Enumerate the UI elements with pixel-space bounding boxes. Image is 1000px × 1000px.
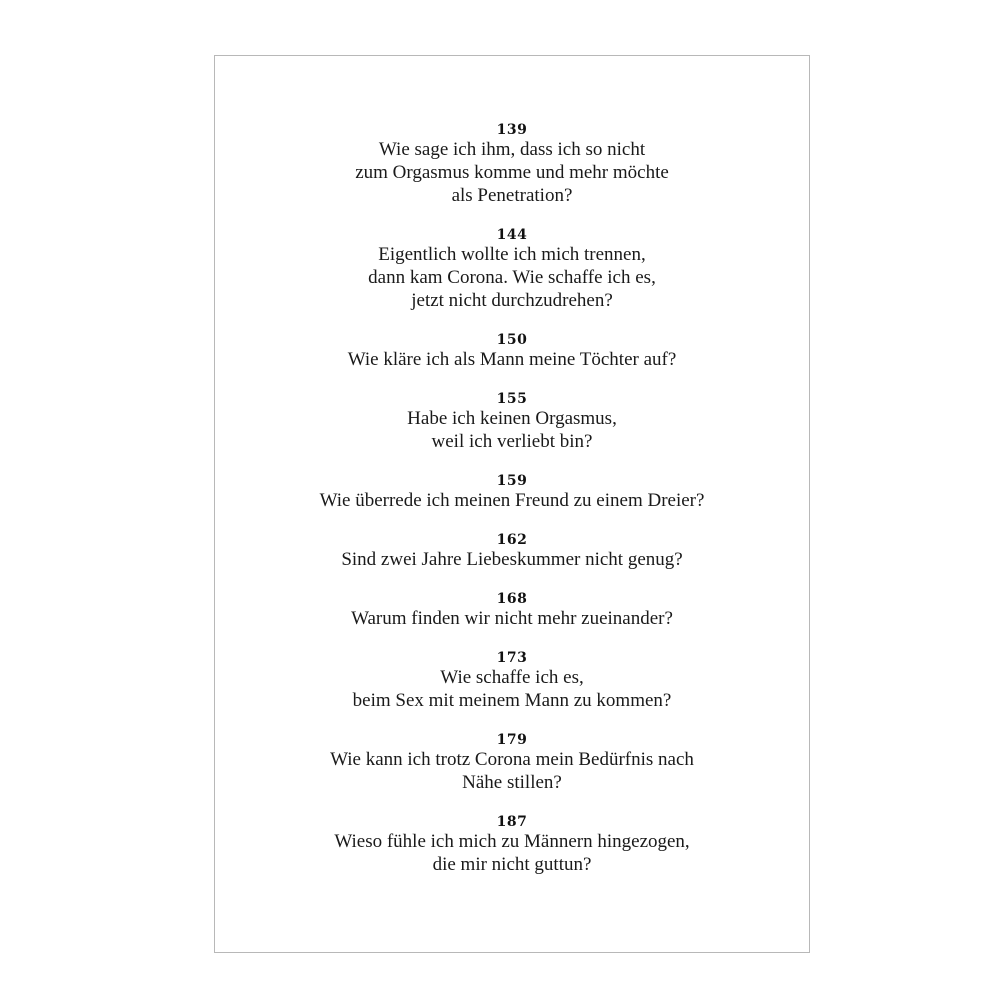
page-number: 162 <box>496 532 528 548</box>
entry-title <box>215 666 809 712</box>
toc-entry <box>215 533 809 571</box>
entry-title <box>215 138 809 207</box>
page-number: 139 <box>496 122 528 138</box>
entry-title <box>215 243 809 312</box>
title-line: weil ich verliebt bin? <box>431 431 593 452</box>
toc-entry <box>215 592 809 630</box>
toc-entry <box>215 733 809 794</box>
title-line: beim Sex mit meinem Mann zu kommen? <box>352 690 672 711</box>
toc-entry <box>215 474 809 512</box>
title-line: zum Orgasmus komme und mehr möchte <box>355 162 669 183</box>
title-line: Wie sage ich ihm, dass ich so nicht <box>378 139 646 160</box>
title-line: Wie kann ich trotz Corona mein Bedürfnis nach <box>330 749 694 770</box>
entry-title <box>215 548 809 571</box>
entry-title <box>215 607 809 630</box>
book-page <box>214 55 810 953</box>
title-line: Nähe stillen? <box>462 772 562 793</box>
toc-entry <box>215 651 809 712</box>
entry-title <box>215 407 809 453</box>
title-line: jetzt nicht durchzudrehen? <box>411 290 613 311</box>
page-number: 179 <box>496 732 528 748</box>
title-line: als Penetration? <box>451 185 573 206</box>
page-number: 187 <box>496 814 528 830</box>
title-line: Sind zwei Jahre Liebeskummer nicht genug? <box>341 549 683 570</box>
page-number: 155 <box>496 391 528 407</box>
page-number: 159 <box>496 473 528 489</box>
page-number: 150 <box>496 332 528 348</box>
table-of-contents <box>215 123 809 897</box>
title-line: Eigentlich wollte ich mich trennen, <box>378 244 646 265</box>
page-number: 173 <box>496 650 528 666</box>
title-line: dann kam Corona. Wie schaffe ich es, <box>368 267 656 288</box>
page-number: 144 <box>496 227 528 243</box>
toc-entry <box>215 228 809 312</box>
title-line: Wie überrede ich meinen Freund zu einem Dreier? <box>319 490 705 511</box>
title-line: Wieso fühle ich mich zu Männern hingezogen, <box>334 831 690 852</box>
toc-entry <box>215 392 809 453</box>
entry-title <box>215 489 809 512</box>
toc-entry <box>215 123 809 207</box>
entry-title <box>215 830 809 876</box>
entry-title <box>215 348 809 371</box>
page-number: 168 <box>496 591 528 607</box>
title-line: Habe ich keinen Orgasmus, <box>407 408 617 429</box>
title-line: Warum finden wir nicht mehr zueinander? <box>351 608 673 629</box>
entry-title <box>215 748 809 794</box>
toc-entry <box>215 333 809 371</box>
title-line: Wie kläre ich als Mann meine Töchter auf? <box>347 349 677 370</box>
title-line: Wie schaffe ich es, <box>440 667 584 688</box>
title-line: die mir nicht guttun? <box>432 854 592 875</box>
toc-entry <box>215 815 809 876</box>
